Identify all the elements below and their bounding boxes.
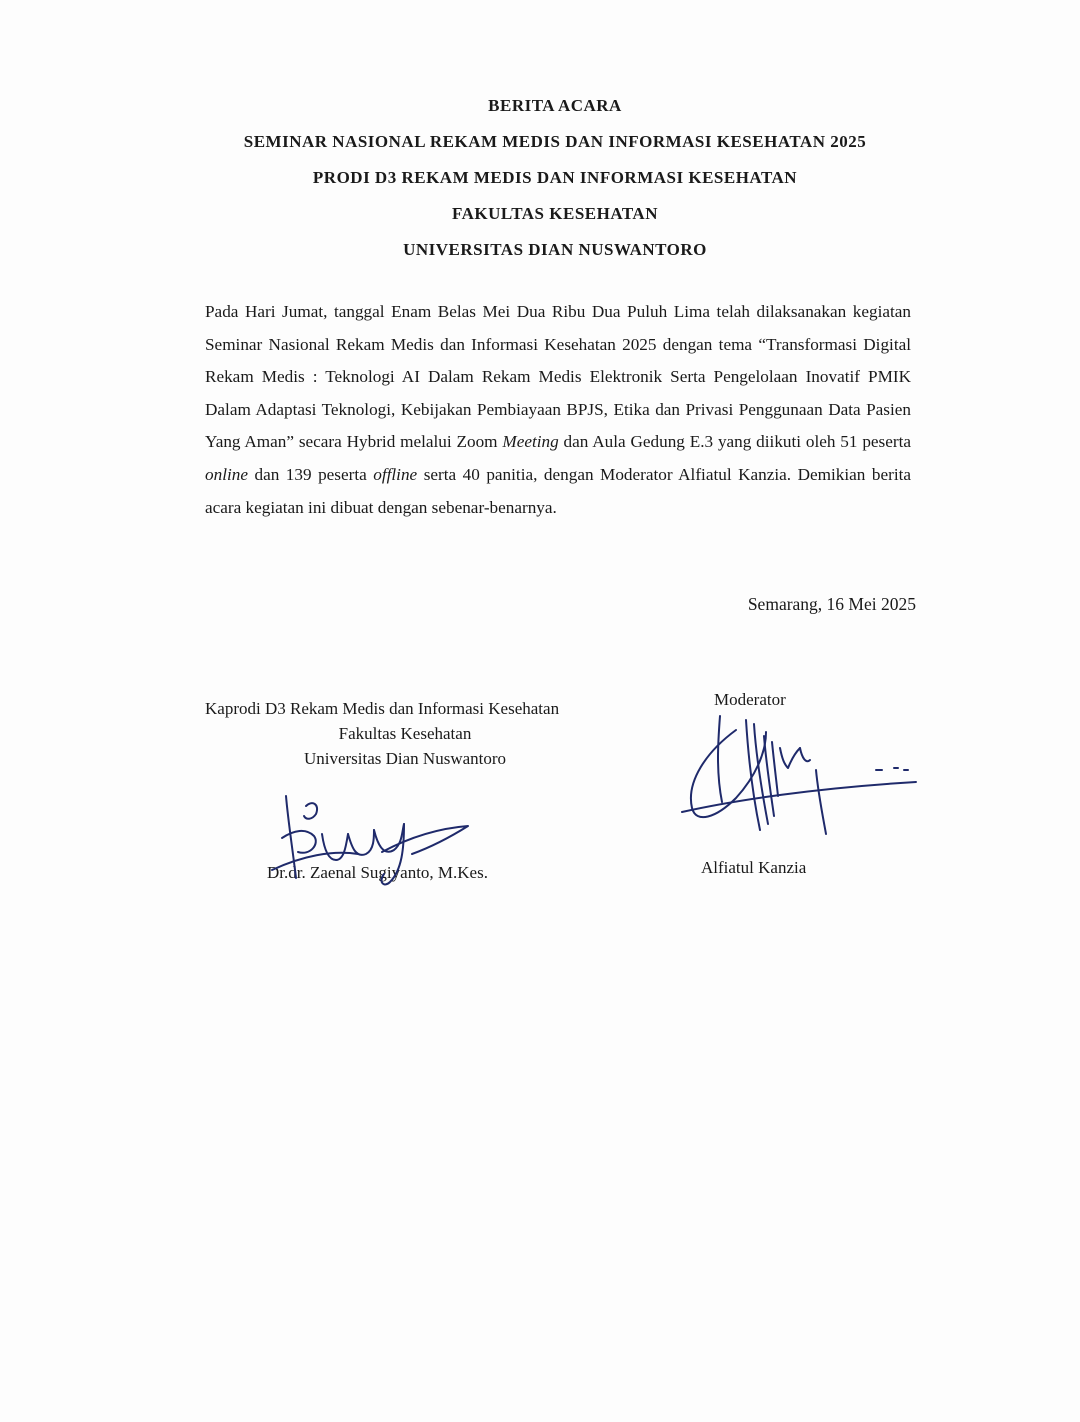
signatory-left-title-line2: Fakultas Kesehatan bbox=[338, 724, 472, 743]
document-header bbox=[0, 88, 1080, 268]
signatory-left-title-line3: Universitas Dian Nuswantoro bbox=[303, 749, 507, 768]
signature-left-image bbox=[262, 790, 482, 890]
signatory-left-name: Dr.dr. Zaenal Sugiyanto, M.Kes. bbox=[267, 863, 488, 882]
header-program: PRODI D3 REKAM MEDIS DAN INFORMASI KESEHATAN bbox=[312, 168, 798, 187]
header-university: UNIVERSITAS DIAN NUSWANTORO bbox=[403, 240, 707, 259]
body-italic-meeting: Meeting bbox=[502, 432, 559, 452]
signature-right-image bbox=[676, 712, 926, 842]
body-italic-online: online bbox=[205, 464, 248, 484]
body-italic-offline: offline bbox=[373, 464, 418, 484]
header-event-name: SEMINAR NASIONAL REKAM MEDIS DAN INFORMASI KESEHATAN 2025 bbox=[243, 132, 867, 151]
body-text-part1: Pada Hari Jumat, tanggal Enam Belas Mei Dua Ribu Dua Puluh Lima telah dilaksanakan kegiatan Seminar Nasional Rekam Medis dan Informasi Kesehatan 2025 dengan tema “Transformasi Digital Rekam Medis : Teknologi AI Dalam Rekam Medis Elektronik Serta Pengelolaan Inovatif PMIK Dalam Adaptasi Teknologi, Kebijakan Pembiayaan BPJS, Etika dan Privasi Penggunaan Data Pasien Yang Aman” secara Hybrid melalui Zoom bbox=[205, 302, 911, 452]
header-title: BERITA ACARA bbox=[488, 96, 622, 115]
body-text-part4: serta 40 panitia, dengan Moderator Alfiatul Kanzia. Demikian berita acara kegiatan ini dibuat dengan sebenar-benarnya. bbox=[205, 464, 911, 517]
signatory-right-name: Alfiatul Kanzia bbox=[701, 858, 807, 877]
signatory-left-title-line1: Kaprodi D3 Rekam Medis dan Informasi Kesehatan bbox=[205, 699, 560, 718]
signatory-right-title: Moderator bbox=[714, 690, 786, 709]
header-faculty: FAKULTAS KESEHATAN bbox=[452, 204, 658, 223]
body-text-part2: dan Aula Gedung E.3 yang diikuti oleh 51 peserta bbox=[558, 432, 911, 452]
date-place: Semarang, 16 Mei 2025 bbox=[747, 594, 916, 614]
body-paragraph bbox=[205, 296, 911, 524]
body-text-part3: dan 139 peserta bbox=[247, 464, 374, 484]
signatory-left-block bbox=[205, 696, 605, 882]
